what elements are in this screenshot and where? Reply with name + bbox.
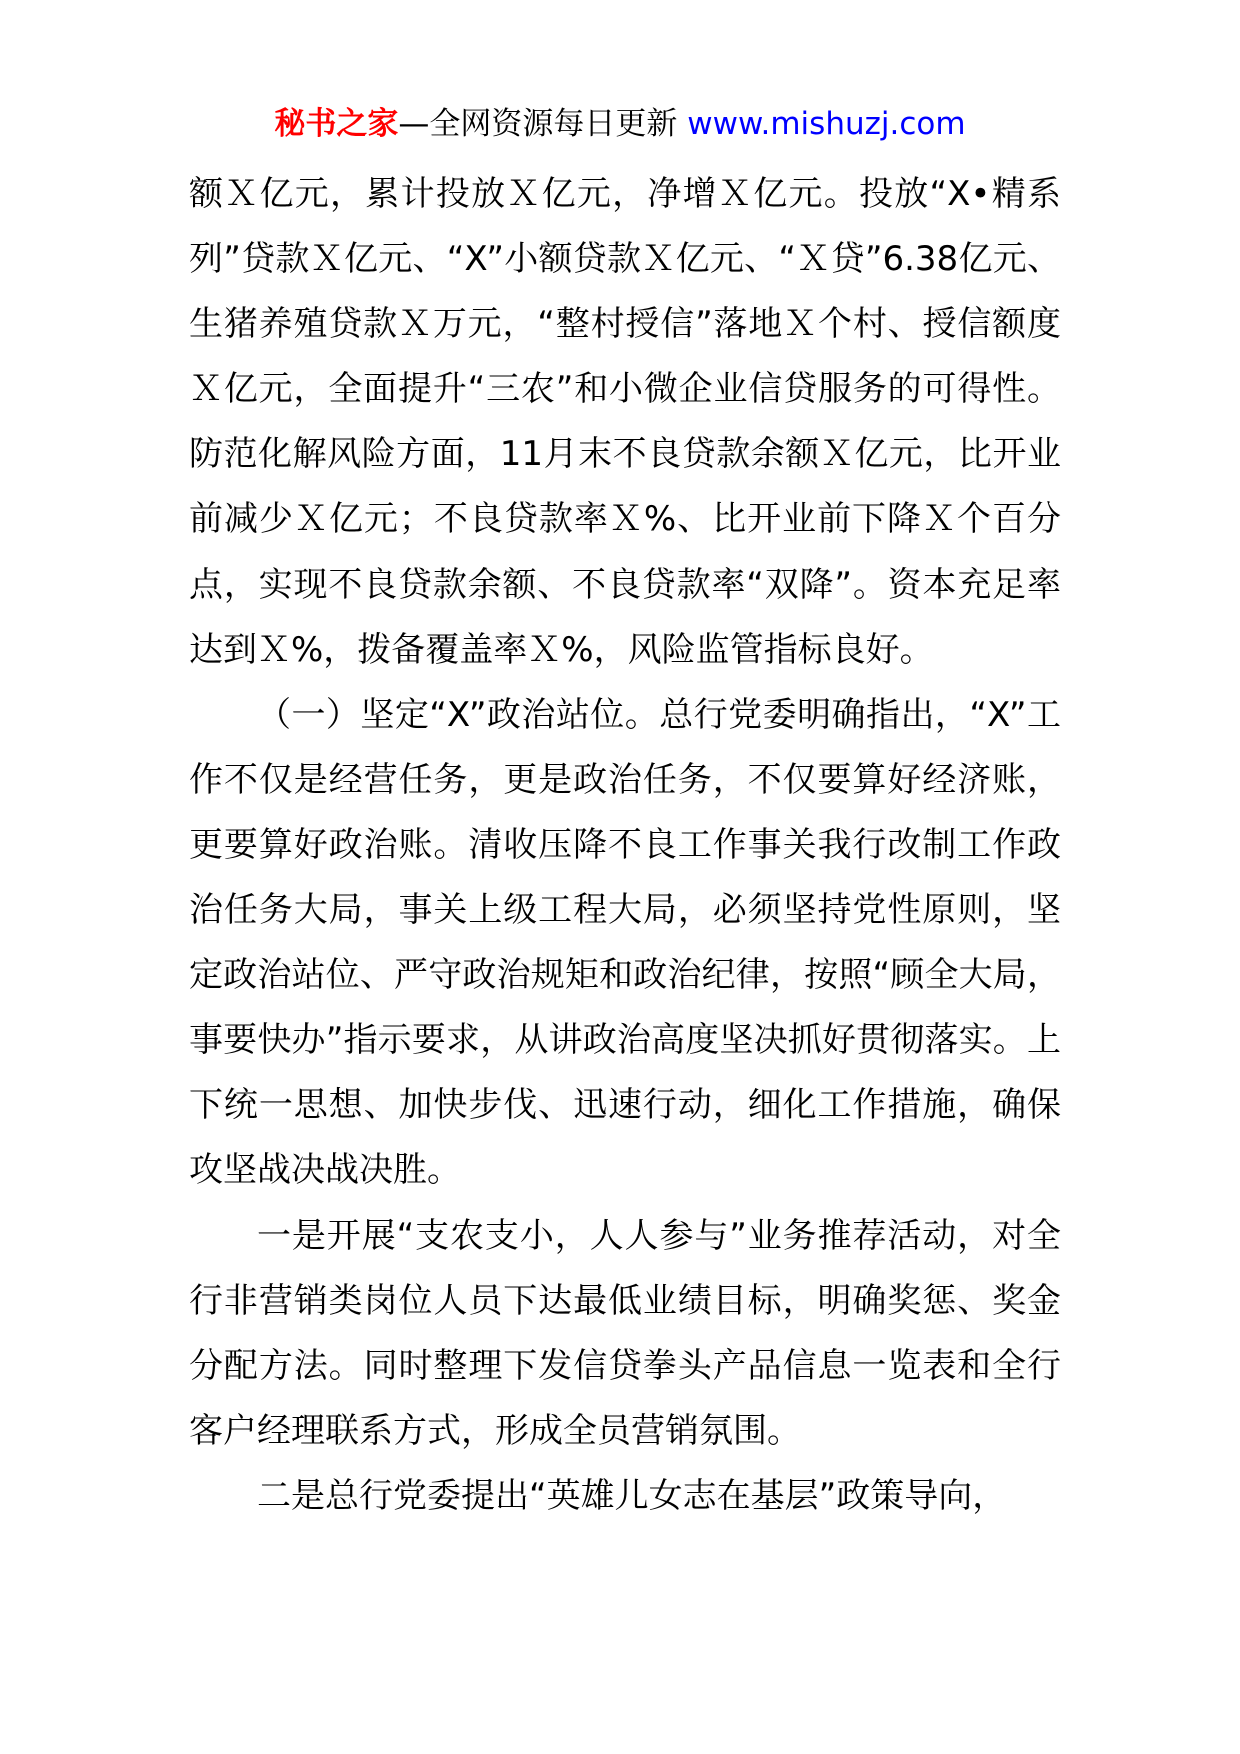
paragraph-section-heading: （一）坚定“X”政治站位。总行党委明确指出，“X”工作不仅是经营任务，更是政治任务，不仅要算好经济账，更要算好政治账。清收压降不良工作事关我行改制工作政治任务大局，事关上级工程大局，必须坚持党性原则，坚定政治站位、严守政治规矩和政治纪律，按照“顾全大局，事要快办”指示要求，从讲政治高度坚决抓好贯彻落实。上下统一思想、加快步伐、迅速行动，细化工作措施，确保攻坚战决战决胜。 — [189, 694, 1061, 1191]
site-brand: 秘书之家 — [274, 106, 399, 142]
site-url-link[interactable]: www.mishuzj.com — [687, 106, 966, 142]
page-header — [0, 102, 1240, 146]
site-tagline: —全网资源每日更新 — [398, 106, 678, 142]
document-body — [189, 162, 1061, 1529]
paragraph-continuation: 额Ｘ亿元，累计投放Ｘ亿元，净增Ｘ亿元。投放“X•精系列”贷款Ｘ亿元、“X”小额贷款Ｘ亿元、“Ｘ贷”6.38亿元、生猪养殖贷款Ｘ万元，“整村授信”落地Ｘ个村、授信额度Ｘ亿元，全面提升“三农”和小微企业信贷服务的可得性。防范化解风险方面，11月末不良贷款余额Ｘ亿元，比开业前减少Ｘ亿元；不良贷款率Ｘ%、比开业前下降Ｘ个百分点，实现不良贷款余额、不良贷款率“双降”。资本充足率达到Ｘ%，拨备覆盖率Ｘ%，风险监管指标良好。 — [189, 174, 1061, 670]
paragraph-item-two: 二是总行党委提出“英雄儿女志在基层”政策导向， — [257, 1475, 1007, 1516]
paragraph-item-one: 一是开展“支农支小，人人参与”业务推荐活动，对全行非营销类岗位人员下达最低业绩目标，明确奖惩、奖金分配方法。同时整理下发信贷拳头产品信息一览表和全行客户经理联系方式，形成全员营销氛围。 — [189, 1215, 1061, 1451]
